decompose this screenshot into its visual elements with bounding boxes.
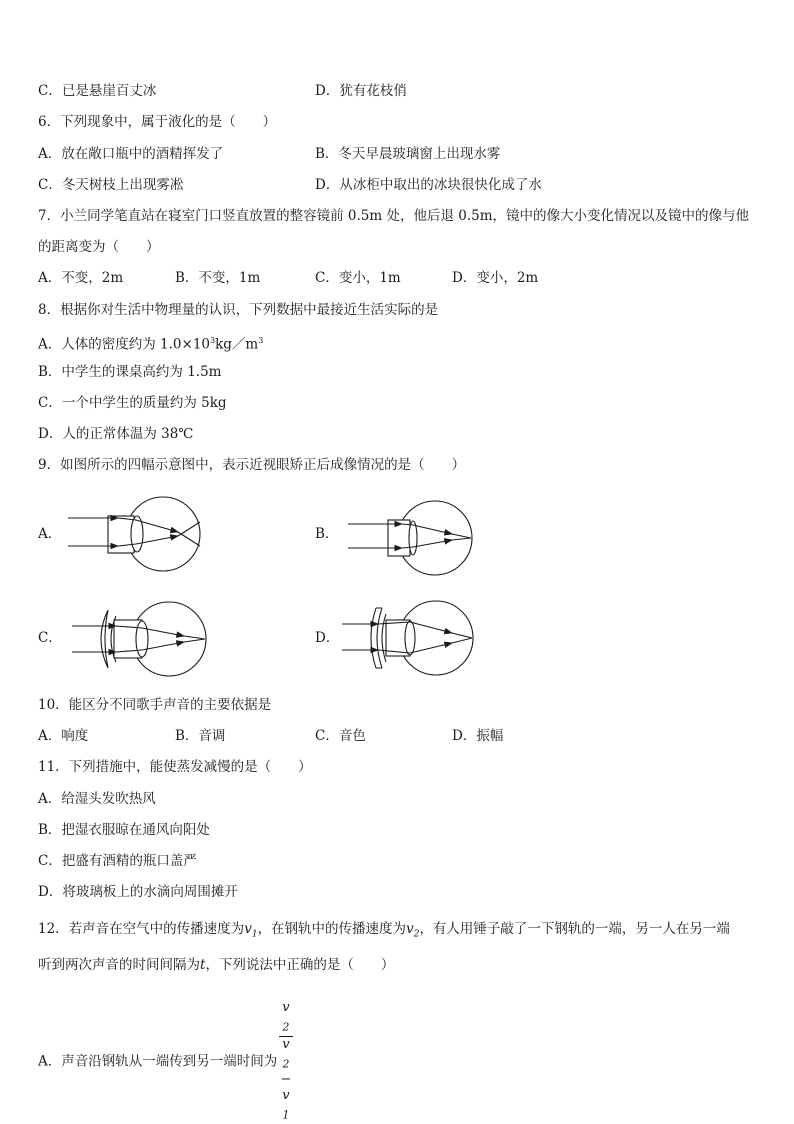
q6-option-a: A．放在敞口瓶中的酒精挥发了	[38, 146, 224, 162]
q7-option-c: C．变小，1m	[315, 270, 401, 286]
q8-option-b: B．中学生的课桌高约为 1.5m	[38, 364, 222, 380]
q11-option-c: C．把盛有酒精的瓶口盖严	[38, 853, 197, 869]
fraction-v2-over-v2-minus-v1: v $_2$ v $_2$ − v $_1$	[280, 1000, 292, 1122]
q11-option-a: A．给湿头发吹热风	[38, 791, 156, 807]
q12-stem-line1: 12．若声音在空气中的传播速度为$v_1$，在钢轨中的传播速度为$v_2$，有人用锤子敲了一下钢轨的一端，另一人在另一端	[38, 921, 730, 940]
q9-label-a: A．	[38, 526, 62, 542]
q6-option-d: D．从冰柜中取出的冰块很快化成了水	[315, 177, 542, 193]
q11-option-b: B．把湿衣服晾在通风向阳处	[38, 822, 210, 838]
q7-option-b: B．不变，1m	[175, 270, 261, 286]
eye-diagram-b	[340, 498, 490, 578]
q11-stem: 11．下列措施中，能使蒸发减慢的是（ ）	[38, 759, 312, 775]
q6-option-b: B．冬天早晨玻璃窗上出现水雾	[315, 146, 501, 162]
q9-label-d: D．	[315, 630, 340, 646]
q7-option-a: A．不变，2m	[38, 270, 124, 286]
q10-stem: 10．能区分不同歌手声音的主要依据是	[38, 697, 272, 713]
q12-stem-line2: 听到两次声音的时间间隔为t，下列说法中正确的是（ ）	[38, 957, 395, 973]
q6-option-c: C．冬天树枝上出现雾凇	[38, 177, 184, 193]
q5-option-c: C．已是悬崖百丈冰	[38, 83, 157, 99]
q11-option-d: D．将玻璃板上的水滴向周围摊开	[38, 884, 238, 900]
q8-option-c: C．一个中学生的质量约为 5kg	[38, 395, 227, 411]
q12-option-a: A．声音沿钢轨从一端传到另一端时间为 v $_2$ v $_2$ − v $_1$	[38, 1000, 292, 1122]
q8-stem: 8．根据你对生活中物理量的认识，下列数据中最接近生活实际的是	[38, 302, 439, 318]
q8-option-a: A．人体的密度约为 $1.0\times 10^3kg/m^3$	[38, 336, 264, 353]
q10-option-a: A．响度	[38, 728, 89, 744]
q7-stem-line2: 的距离变为（ ）	[38, 239, 160, 255]
q9-label-c: C．	[38, 630, 62, 646]
q10-option-d: D．振幅	[452, 728, 504, 744]
q7-option-d: D．变小，2m	[452, 270, 539, 286]
q6-stem: 6．下列现象中，属于液化的是（ ）	[38, 114, 277, 130]
eye-diagram-d	[338, 598, 488, 682]
eye-diagram-a	[60, 496, 210, 576]
eye-diagram-c	[64, 598, 214, 682]
q10-option-c: C．音色	[315, 728, 366, 744]
q5-option-d: D．犹有花枝俏	[315, 83, 407, 99]
q9-stem: 9．如图所示的四幅示意图中，表示近视眼矫正后成像情况的是（ ）	[38, 457, 466, 473]
q10-option-b: B．音调	[175, 728, 226, 744]
q7-stem-line1: 7．小兰同学笔直站在寝室门口竖直放置的整容镜前 0.5m 处，他后退 0.5m，镜中的像大小变化情况以及镜中的像与他	[38, 208, 750, 224]
q8-option-d: D．人的正常体温为 38℃	[38, 426, 194, 442]
q9-label-b: B．	[315, 526, 339, 542]
